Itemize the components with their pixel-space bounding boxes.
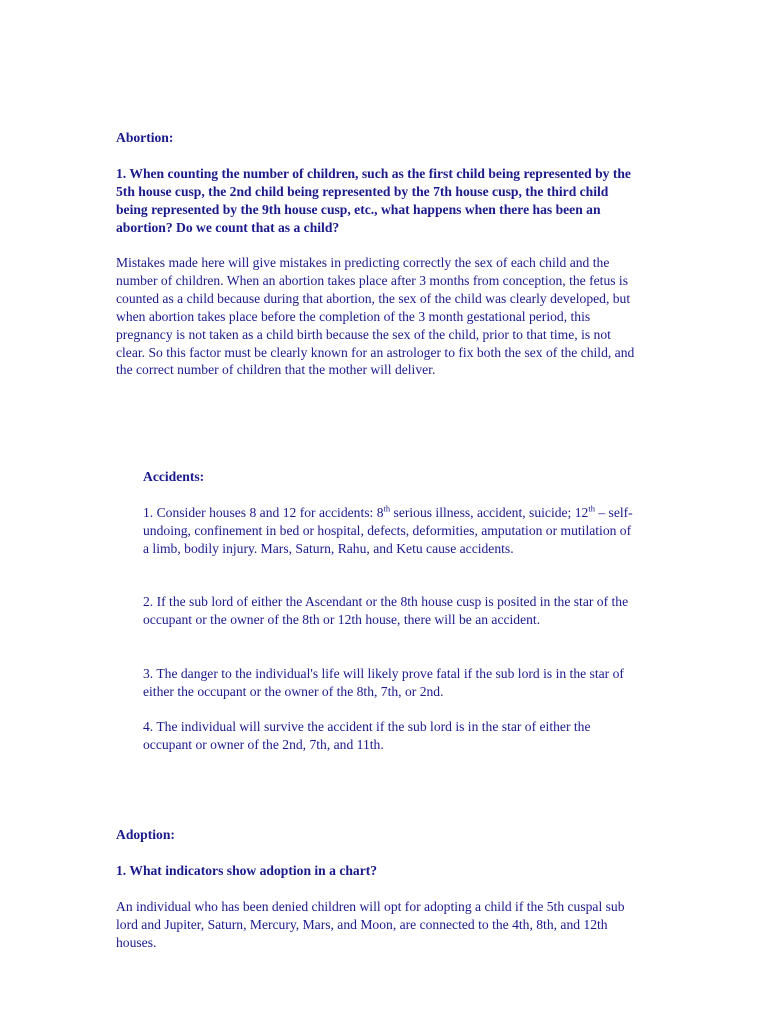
accidents-item-1 <box>143 504 637 558</box>
adoption-answer: An individual who has been denied children will opt for adopting a child if the 5th cuspal sub lord and Jupiter, Saturn, Mercury, Mars, and Moon, are connected to the 4th, 8th, and 12th houses. <box>116 899 625 950</box>
superscript-th: th <box>588 503 595 514</box>
superscript-th: th <box>383 503 391 514</box>
adoption-heading: Adoption: <box>116 827 175 842</box>
accidents-heading: Accidents: <box>143 469 205 484</box>
accidents-item-1-text-a: 1. Consider houses 8 and 12 for accidents: 8 <box>143 505 384 520</box>
accidents-item-1-text-c: – self-undoing, confinement in bed or hospital, defects, deformities, amputation or mutilation of a limb, bodily injury. Mars, Saturn, Rahu, and Ketu cause accidents. <box>143 505 633 556</box>
adoption-question: 1. What indicators show adoption in a chart? <box>116 863 378 878</box>
accidents-item-4: 4. The individual will survive the accident if the sub lord is in the star of either the occupant or owner of the 2nd, 7th, and 11th. <box>143 719 591 752</box>
accidents-item-3: 3. The danger to the individual's life will likely prove fatal if the sub lord is in the star of either the occupant or the owner of the 8th, 7th, or 2nd. <box>143 666 624 699</box>
accidents-item-1-text-b: serious illness, accident, suicide; 12 <box>390 505 589 520</box>
accidents-item-2: 2. If the sub lord of either the Ascendant or the 8th house cusp is posited in the star of the occupant or the owner of the 8th or 12th house, there will be an accident. <box>143 594 629 627</box>
abortion-answer: Mistakes made here will give mistakes in predicting correctly the sex of each child and the number of children. When an abortion takes place after 3 months from conception, the fetus is counted as a child because during that abortion, the sex of the child was clearly developed, but when abortion takes place before the completion of the 3 month gestational period, this pregnancy is not taken as a child birth because the sex of the child, prior to that time, is not clear. So this factor must be clearly known for an astrologer to fix both the sex of the child, and the correct number of children that the mother will deliver. <box>116 255 635 378</box>
abortion-question: 1. When counting the number of children, such as the first child being represented by the 5th house cusp, the 2nd child being represented by the 7th house cusp, the third child being represented by the 9th house cusp, etc., what happens when there has been an abortion? Do we count that as a child? <box>116 166 631 235</box>
abortion-heading: Abortion: <box>116 130 174 145</box>
